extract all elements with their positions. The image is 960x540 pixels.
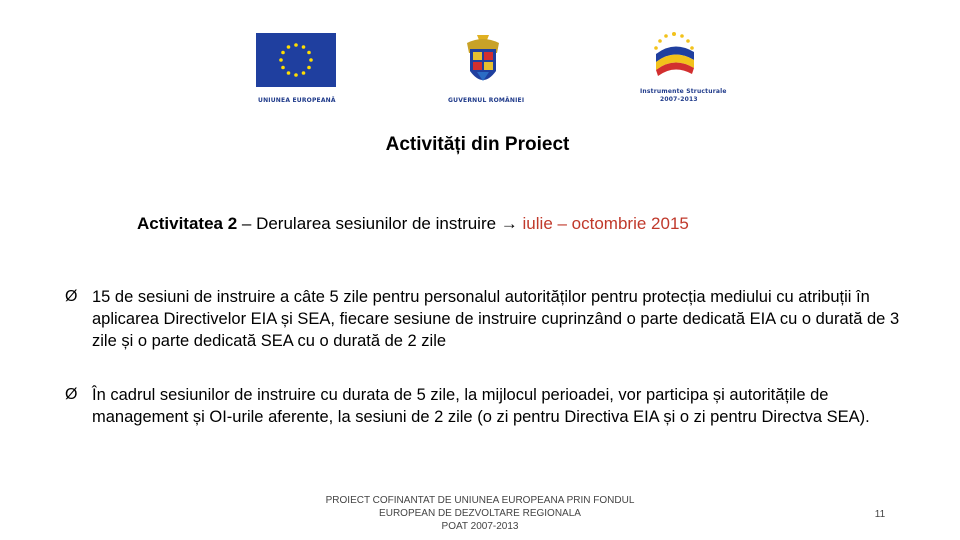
activity-label: Activitatea 2 xyxy=(137,214,238,233)
bullet-arrow-icon: Ø xyxy=(65,386,78,403)
footer-line: PROIECT COFINANTAT DE UNIUNEA EUROPEANA PRIN FONDUL xyxy=(325,495,635,506)
footer-funding-note xyxy=(320,494,640,533)
structural-instruments-caption: Instrumente Structurale xyxy=(640,88,727,95)
bullet-text: În cadrul sesiunilor de instruire cu durata de 5 zile, la mijlocul perioadei, vor participa și autoritățile de management și OI-urile aferente, la sesiuni de 2 zile (o zi pentru Directiva EIA și o zi pentru Directva SEA). xyxy=(92,386,870,426)
eu-logo-caption: UNIUNEA EUROPEANĂ xyxy=(258,97,336,104)
footer-line: EUROPEAN DE DEZVOLTARE REGIONALA xyxy=(379,508,581,519)
eu-flag-logo xyxy=(256,33,336,87)
activity-period: iulie – octombrie 2015 xyxy=(522,214,689,233)
slide-title: Activități din Proiect xyxy=(385,134,570,155)
structural-instruments-logo xyxy=(648,30,702,82)
footer-line: POAT 2007-2013 xyxy=(441,521,519,532)
activity-subtitle xyxy=(137,214,689,234)
bullet-text: 15 de sesiuni de instruire a câte 5 zile pentru personalul autorităților pentru protecția mediului cu atribuții în aplicarea Directivelor EIA și SEA, fiecare sesiune de instruire cuprinzând o parte dedicată EIA cu o durată de 3 zile și o parte dedicată SEA cu o durată de 2 zile xyxy=(92,288,900,350)
bullet-arrow-icon: Ø xyxy=(65,288,78,305)
structural-instruments-years: 2007-2013 xyxy=(660,96,698,103)
government-logo-caption: GUVERNUL ROMÂNIEI xyxy=(448,97,525,104)
bullet-item xyxy=(65,384,905,428)
bullet-item xyxy=(65,286,905,352)
activity-description: – Derularea sesiunilor de instruire → xyxy=(237,214,523,233)
page-number: 11 xyxy=(874,509,886,520)
romania-coat-of-arms-logo xyxy=(463,33,503,91)
